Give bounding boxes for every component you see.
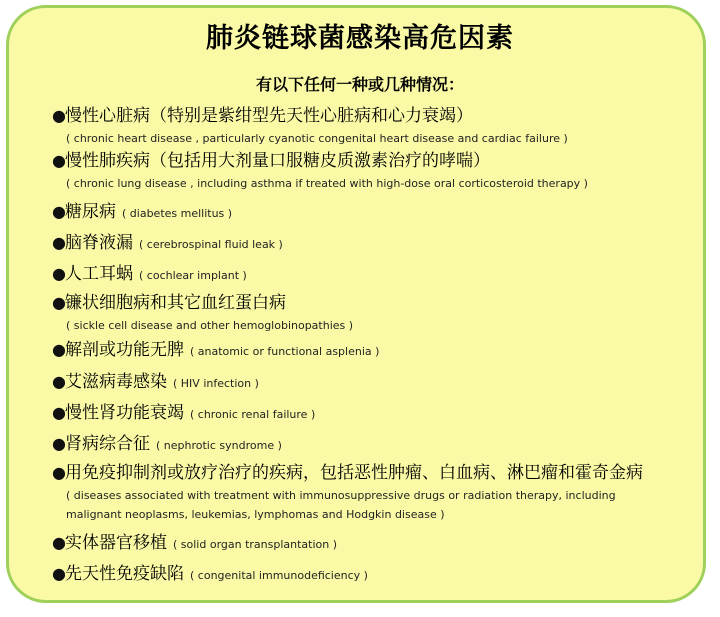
bullet-icon: ● bbox=[52, 340, 66, 359]
bullet-icon: ● bbox=[52, 403, 66, 422]
list-item bbox=[52, 528, 692, 559]
bullet-icon: ● bbox=[52, 564, 66, 583]
list-item bbox=[52, 197, 692, 228]
item-zh: 糖尿病 bbox=[65, 202, 116, 222]
item-en: ( chronic lung disease , including asthma if treated with high-dose oral corticosteroid therapy ) bbox=[66, 177, 588, 190]
item-en: ( anatomic or functional asplenia ) bbox=[190, 345, 380, 358]
bullet-icon: ● bbox=[52, 372, 66, 391]
item-zh: 先天性免疫缺陷 bbox=[65, 564, 184, 584]
bullet-icon: ● bbox=[52, 434, 66, 453]
item-en: ( HIV infection ) bbox=[173, 377, 259, 390]
list-item bbox=[52, 559, 692, 590]
item-en: ( sickle cell disease and other hemoglobinopathies ) bbox=[66, 319, 354, 332]
item-zh: 艾滋病毒感染 bbox=[65, 372, 167, 392]
list-item bbox=[52, 290, 692, 335]
item-zh: 慢性肺疾病（包括用大剂量口服糖皮质激素治疗的哮喘） bbox=[65, 151, 490, 171]
list-item bbox=[52, 228, 692, 259]
item-en: ( nephrotic syndrome ) bbox=[156, 439, 282, 452]
list-item bbox=[52, 460, 692, 524]
list-item bbox=[52, 429, 692, 460]
item-zh: 镰状细胞病和其它血红蛋白病 bbox=[65, 293, 286, 313]
item-zh: 肾病综合征 bbox=[65, 434, 150, 454]
bullet-icon: ● bbox=[52, 463, 66, 482]
item-zh: 脑脊液漏 bbox=[65, 233, 133, 253]
list-item bbox=[52, 335, 692, 367]
list-item bbox=[52, 259, 692, 290]
item-en: ( chronic renal failure ) bbox=[190, 408, 316, 421]
list-item bbox=[52, 367, 692, 398]
bullet-icon: ● bbox=[52, 233, 66, 252]
bullet-icon: ● bbox=[52, 106, 66, 125]
risk-factor-list bbox=[52, 103, 692, 590]
bullet-icon: ● bbox=[52, 264, 66, 283]
item-zh: 慢性肾功能衰竭 bbox=[65, 403, 184, 423]
item-zh: 慢性心脏病（特别是紫绀型先天性心脏病和心力衰竭） bbox=[65, 106, 473, 126]
bullet-icon: ● bbox=[52, 202, 66, 221]
item-en: ( congenital immunodeficiency ) bbox=[190, 569, 368, 582]
item-en: ( cochlear implant ) bbox=[139, 269, 247, 282]
item-zh: 人工耳蜗 bbox=[65, 264, 133, 284]
list-item bbox=[52, 148, 692, 193]
item-en: ( diseases associated with treatment with immunosuppressive drugs or radiation therapy, including malignant neoplasms, leukemias, lymphomas and Hodgkin disease ) bbox=[66, 489, 616, 521]
list-item bbox=[52, 398, 692, 429]
item-en: ( diabetes mellitus ) bbox=[122, 207, 233, 220]
item-zh: 解剖或功能无脾 bbox=[65, 340, 184, 360]
page-title: 肺炎链球菌感染高危因素 bbox=[206, 23, 514, 54]
item-en: ( cerebrospinal fluid leak ) bbox=[139, 238, 283, 251]
item-en: ( solid organ transplantation ) bbox=[173, 538, 338, 551]
item-zh: 用免疫抑制剂或放疗治疗的疾病，包括恶性肿瘤、白血病、淋巴瘤和霍奇金病 bbox=[65, 463, 643, 483]
subtitle: 有以下任何一种或几种情况： bbox=[255, 75, 464, 94]
bullet-icon: ● bbox=[52, 293, 66, 312]
bullet-icon: ● bbox=[52, 533, 66, 552]
bullet-icon: ● bbox=[52, 151, 66, 170]
item-zh: 实体器官移植 bbox=[65, 533, 167, 553]
item-en: ( chronic heart disease , particularly cyanotic congenital heart disease and cardiac failure ) bbox=[66, 132, 568, 145]
list-item bbox=[52, 103, 692, 148]
